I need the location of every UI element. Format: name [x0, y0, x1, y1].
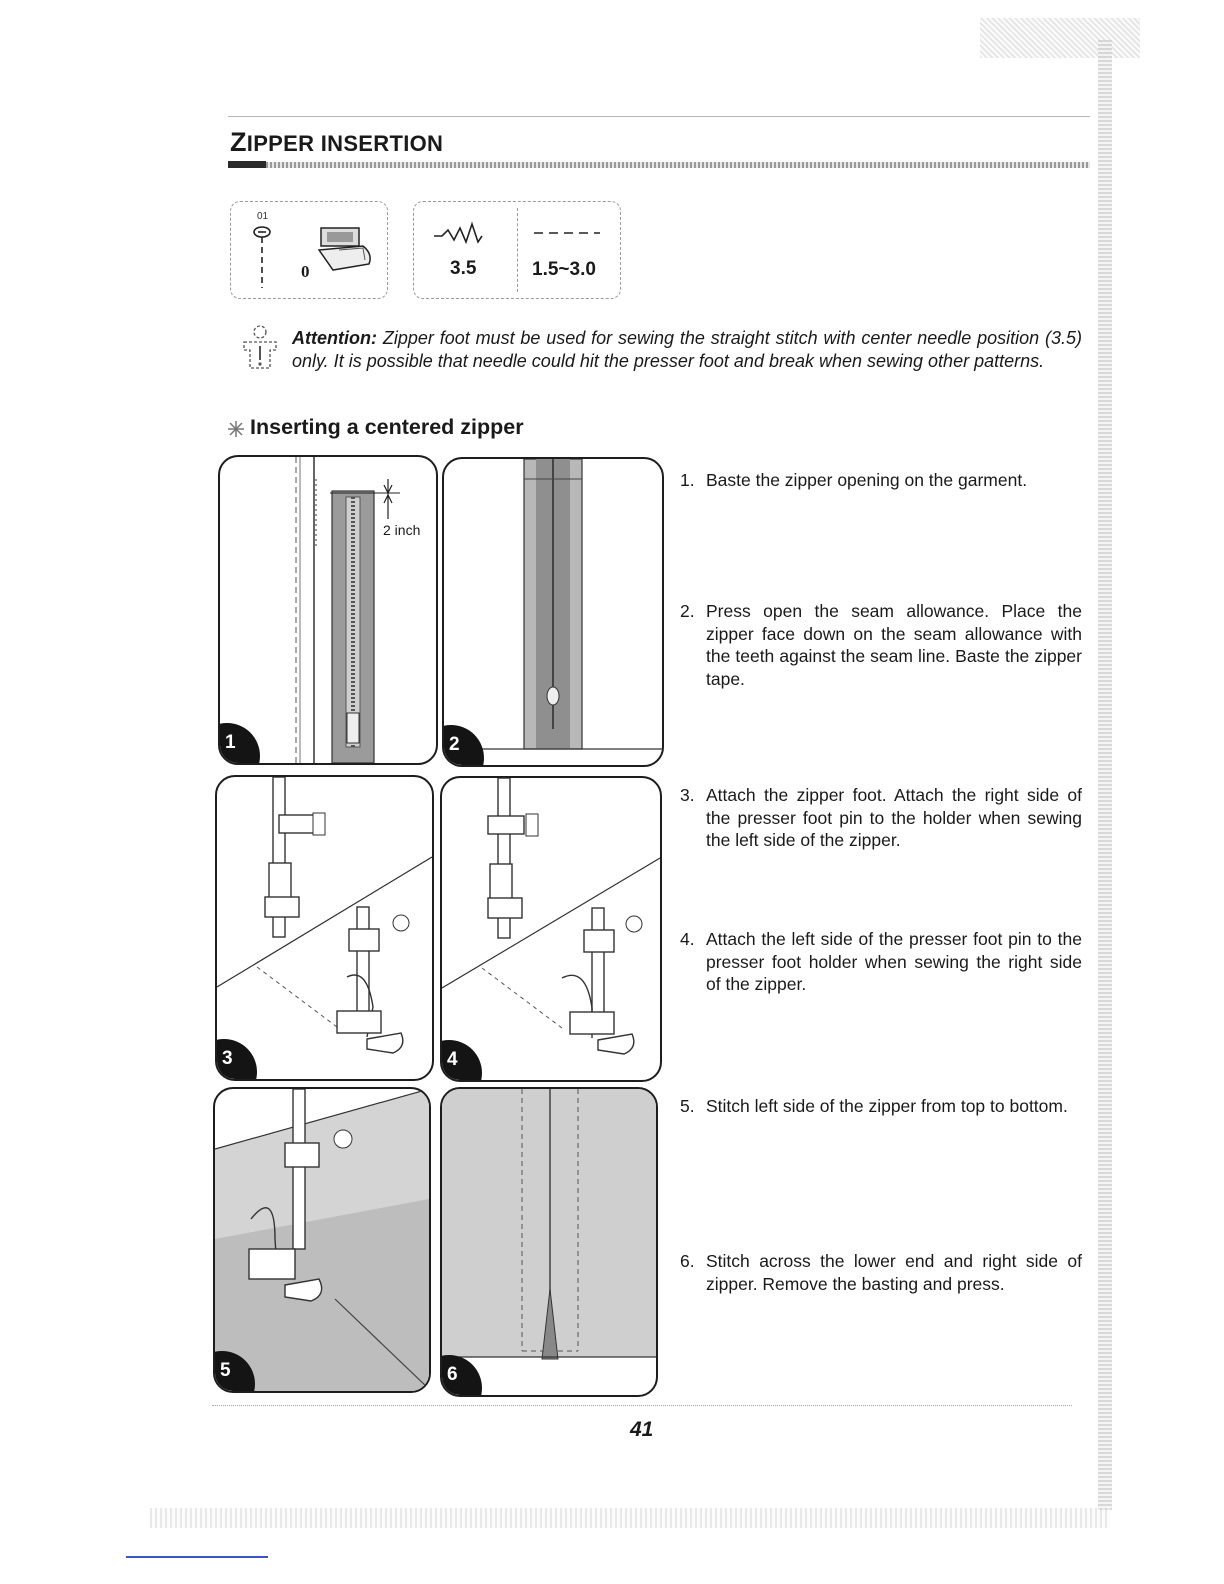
figure-badge-3: 3	[215, 1039, 257, 1081]
figure-6-illustration	[442, 1089, 656, 1395]
stitch-length-value: 1.5~3.0	[532, 259, 596, 280]
figure-panel-2	[442, 457, 664, 767]
step-4	[680, 928, 1082, 996]
attention-text: Zipper foot must be used for sewing the straight stitch with center needle position (3.5) only. It is possible that needle could hit the presser foot and break when sewing other patterns.	[292, 328, 1082, 371]
figure-4-illustration	[442, 778, 660, 1080]
step-3-number: 3.	[680, 785, 695, 805]
scan-shadow-right	[1098, 40, 1112, 1510]
step-1-number: 1.	[680, 470, 695, 490]
scan-underline-mark	[126, 1556, 268, 1558]
figure-panel-5	[213, 1087, 431, 1393]
step-3-text: Attach the zipper foot. Attach the right side of the presser foot pin to the holder when sewing the left side of the zipper.	[706, 785, 1082, 850]
figure-1-callout: 2 inch	[383, 522, 421, 538]
step-4-number: 4.	[680, 929, 695, 949]
step-2-text: Press open the seam allowance. Place the zipper face down on the seam allowance with the teeth against the seam line. Baste the zipper tape.	[706, 601, 1082, 689]
step-6-number: 6.	[680, 1251, 695, 1271]
figure-3-illustration	[217, 777, 432, 1079]
scan-shadow-bottom	[150, 1508, 1110, 1528]
needle-position-icon	[247, 224, 277, 290]
title-rule	[228, 116, 1090, 117]
needle-position-label: 01	[257, 211, 269, 222]
title-underline-accent	[228, 161, 266, 168]
figure-badge-4: 4	[440, 1040, 482, 1082]
attention-figure-icon	[240, 324, 280, 372]
figure-panel-1	[218, 455, 438, 765]
step-1-text: Baste the zipper opening on the garment.	[706, 470, 1028, 490]
page-number: 41	[630, 1418, 654, 1441]
step-1	[680, 469, 1082, 492]
step-6-text: Stitch across the lower end and right side of zipper. Remove the basting and press.	[706, 1251, 1082, 1294]
step-4-text: Attach the left side of the presser foot pin to the presser foot holder when sewing the right side of the zipper.	[706, 929, 1082, 994]
step-2-number: 2.	[680, 601, 695, 621]
zigzag-stitch-icon	[432, 220, 492, 246]
figure-badge-5: 5	[213, 1351, 255, 1393]
title-underline	[266, 162, 1090, 168]
step-5	[680, 1095, 1082, 1118]
figure-panel-4	[440, 776, 662, 1082]
zipper-foot-icon	[313, 220, 379, 276]
figure-panel-3	[215, 775, 434, 1081]
figure-5-illustration	[215, 1089, 429, 1391]
sparkle-bullet-icon	[226, 419, 246, 439]
figure-2-illustration	[444, 459, 662, 765]
page-title: ZIPPER INSERTION	[230, 127, 444, 157]
straight-stitch-icon	[532, 228, 602, 238]
step-2	[680, 600, 1082, 690]
step-6	[680, 1250, 1082, 1295]
attention-note	[292, 327, 1082, 372]
scan-shadow-top	[980, 18, 1140, 58]
figure-badge-2: 2	[442, 725, 484, 767]
attention-label: Attention:	[292, 328, 377, 348]
figure-1-illustration	[220, 457, 436, 763]
stitch-width-value: 3.5	[450, 258, 477, 279]
step-3	[680, 784, 1082, 852]
stitch-setting-divider	[517, 208, 519, 292]
figure-panel-6	[440, 1087, 658, 1397]
subheading: Inserting a centered zipper	[250, 415, 524, 439]
figure-badge-1: 1	[218, 723, 260, 765]
figure-badge-6: 6	[440, 1355, 482, 1397]
step-5-text: Stitch left side of the zipper from top to bottom.	[706, 1096, 1068, 1116]
presser-foot-letter: 0	[301, 262, 310, 281]
stitch-setting	[413, 201, 621, 299]
step-5-number: 5.	[680, 1096, 695, 1116]
footer-rule	[212, 1405, 1072, 1407]
presser-foot-setting	[230, 201, 388, 299]
